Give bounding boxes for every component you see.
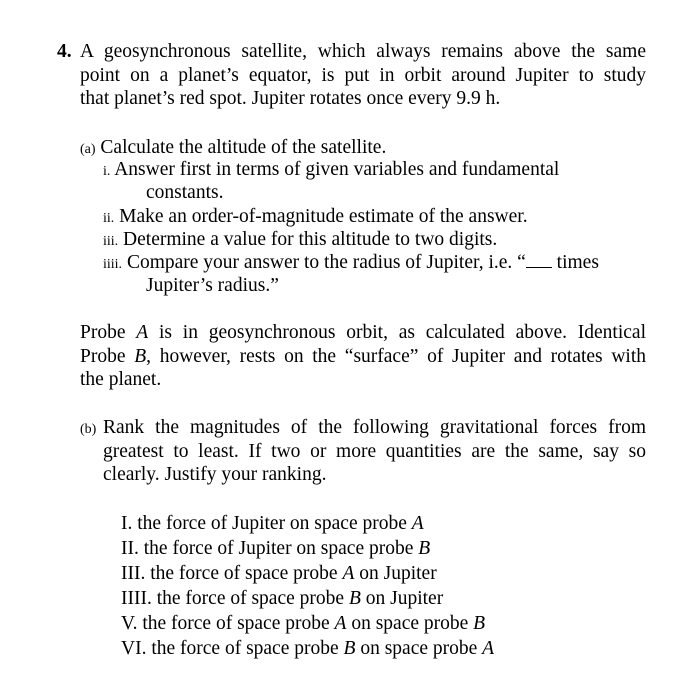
subpart-ii-line1: Make an order-of-magnitude estimate of the answer. [119,206,528,227]
probe-b-italic: B [134,346,147,367]
intro-line-3: that planet’s red spot. Jupiter rotates once every 9.9 h. [80,88,501,109]
intro-line-1: A geosynchronous satellite, which always remains above the same [80,41,646,62]
probe-symbol: B [418,538,431,559]
force-text: the force of space probe [156,588,349,609]
probe-line-1-post: is in geosynchronous orbit, as calculated above. Identical [148,322,646,343]
subpart-i-label: i. [103,164,111,179]
part-b-line-2: greatest to least. If two or more quantities are the same, say so [103,441,646,462]
force-item [121,612,485,636]
force-text: the force of Jupiter on space probe [137,513,412,534]
force-numeral: II. [121,538,144,559]
force-text-mid: on Jupiter [360,588,444,609]
probe-line-1 [80,321,646,345]
part-a-text: Calculate the altitude of the satellite. [100,137,387,158]
force-item [121,512,424,536]
probe-symbol: A [342,563,355,584]
subpart-iiii-line1-post: times [551,252,599,273]
part-b-line-3: clearly. Justify your ranking. [103,464,327,485]
probe-a-italic: A [136,322,149,343]
subpart-ii-label: ii. [103,211,115,226]
force-item [121,587,443,611]
subpart-iiii-line2: Jupiter’s radius.” [146,275,279,296]
part-b-line-1: Rank the magnitudes of the following gravitational forces from [103,417,646,438]
force-numeral: I. [121,513,138,534]
probe-line-3: the planet. [80,369,162,390]
subpart-iii [103,228,497,254]
force-text-mid: on space probe [355,638,483,659]
probe-symbol: B [473,613,486,634]
part-b-label-text: (b) [80,422,97,437]
subpart-iiii-label: iiii. [103,257,123,272]
subpart-iii-line1: Determine a value for this altitude to two digits. [123,229,498,250]
intro-line-2: point on a planet’s equator, is put in orbit around Jupiter to study [80,64,646,86]
subpart-iiii-line1-pre: Compare your answer to the radius of Jupiter, i.e. “ [126,252,526,273]
force-numeral: V. [121,613,143,634]
probe-line-1-pre: Probe [80,322,137,343]
force-text-mid: on Jupiter [354,563,437,584]
probe-symbol: B [343,638,356,659]
subpart-i-line1: Answer first in terms of given variables and fundamental [114,159,560,180]
probe-symbol: A [334,613,347,634]
subpart-i-line2: constants. [146,182,224,203]
force-numeral: IIII. [121,588,157,609]
probe-symbol: A [482,638,495,659]
subpart-ii [103,205,528,231]
probe-line-2-post: , however, rests on the “surface” of Jupiter and rotates with [146,346,647,367]
force-text: the force of space probe [142,613,335,634]
answer-blank [526,251,552,268]
probe-line-2-pre: Probe [80,346,135,367]
subpart-i [103,158,559,184]
probe-symbol: B [348,588,361,609]
subpart-iiii [103,251,599,277]
force-numeral: VI. [121,638,152,659]
force-numeral: III. [121,563,151,584]
question-number: 4. [57,41,72,62]
force-item [121,637,494,661]
probe-line-2 [80,345,646,369]
part-a-label: (a) [80,142,96,157]
force-text: the force of space probe [150,563,343,584]
force-item [121,537,430,561]
force-text: the force of Jupiter on space probe [143,538,419,559]
subpart-iii-label: iii. [103,234,119,249]
probe-symbol: A [411,513,424,534]
force-text-mid: on space probe [346,613,474,634]
force-item [121,562,437,586]
part-b-label [80,416,96,442]
force-text: the force of space probe [151,638,344,659]
